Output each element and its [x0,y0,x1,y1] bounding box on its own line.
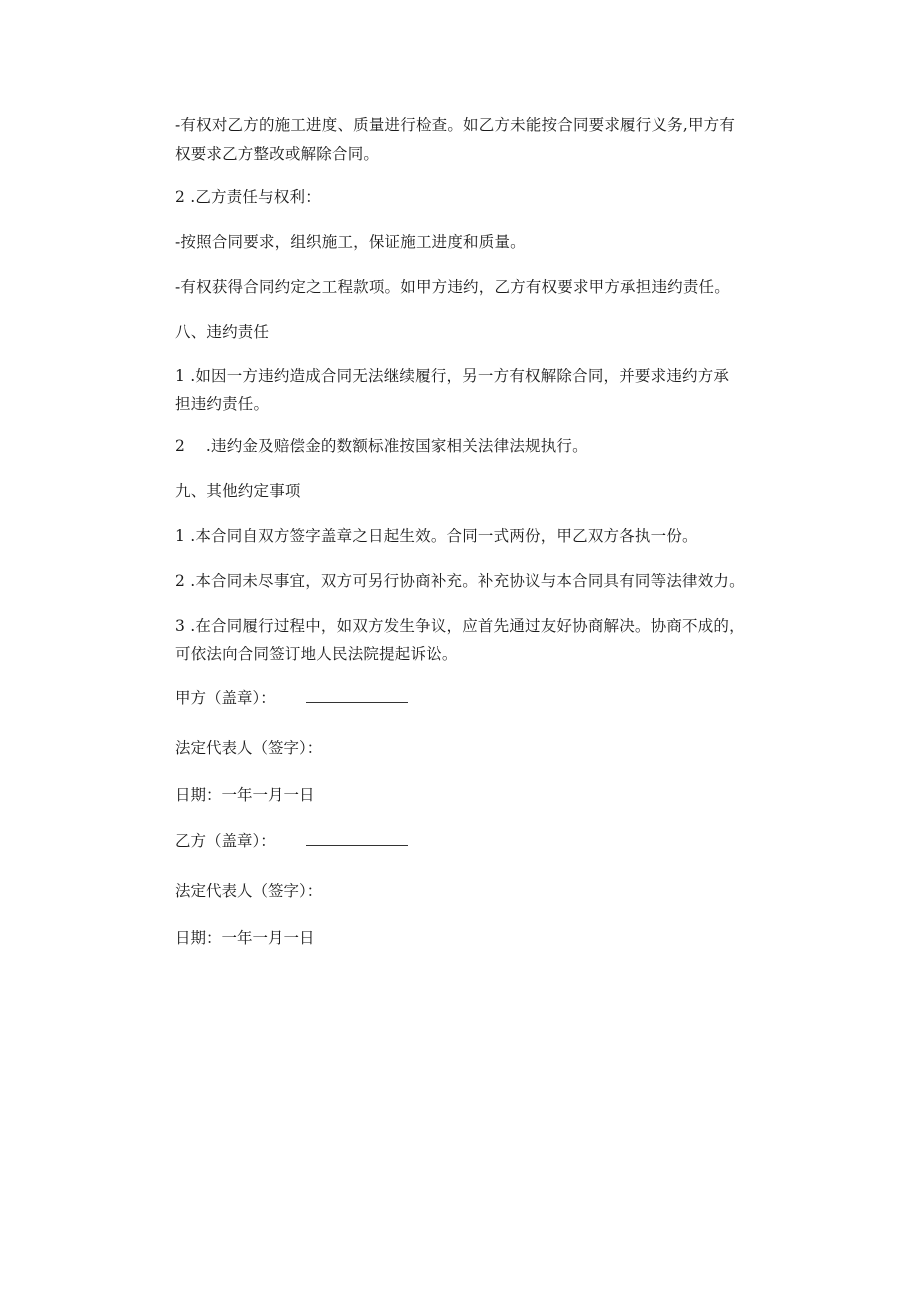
party-b-seal-row [175,827,408,856]
party-b-seal-label: 乙方（盖章）： [175,832,276,850]
party-a-seal-label: 甲方（盖章）： [175,689,276,707]
clause-effective-date: 1 .本合同自双方签字盖章之日起生效。合同一式两份，甲乙双方各执一份。 [175,527,698,545]
party-b-date: 日期：一年一月一日 [175,929,315,947]
clause-breach-termination-line1: 1 .如因一方违约造成合同无法继续履行，另一方有权解除合同，并要求违约方承 [175,367,730,385]
party-b-seal-blank [306,830,408,846]
clause-party-b-payment: -有权获得合同约定之工程款项。如甲方违约，乙方有权要求甲方承担违约责任。 [175,278,730,296]
party-a-date: 日期：一年一月一日 [175,786,315,804]
party-b-representative: 法定代表人（签字）： [175,882,323,900]
party-a-representative: 法定代表人（签字）： [175,739,323,757]
clause-supplement: 2 .本合同未尽事宜，双方可另行协商补充。补充协议与本合同具有同等法律效力。 [175,572,745,590]
section-heading-other: 九、其他约定事项 [175,482,301,500]
clause-party-b-construction: -按照合同要求，组织施工，保证施工进度和质量。 [175,233,526,251]
clause-breach-termination-line2: 担违约责任。 [175,395,270,413]
section-heading-breach: 八、违约责任 [175,323,270,341]
party-a-seal-blank [306,687,408,703]
clause-dispute-line1: 3 .在合同履行过程中，如双方发生争议，应首先通过友好协商解决。协商不成的， [175,617,745,635]
party-a-seal-row [175,684,408,713]
clause-dispute-line2: 可依法向合同签订地人民法院提起诉讼。 [175,645,458,663]
clause-party-a-inspection-line2: 权要求乙方整改或解除合同。 [175,145,380,163]
heading-party-b-rights: 2 .乙方责任与权利： [175,188,321,206]
clause-breach-penalty: 2 .违约金及赔偿金的数额标准按国家相关法律法规执行。 [175,437,588,455]
clause-party-a-inspection-line1: -有权对乙方的施工进度、质量进行检查。如乙方未能按合同要求履行义务,甲方有 [175,116,736,134]
